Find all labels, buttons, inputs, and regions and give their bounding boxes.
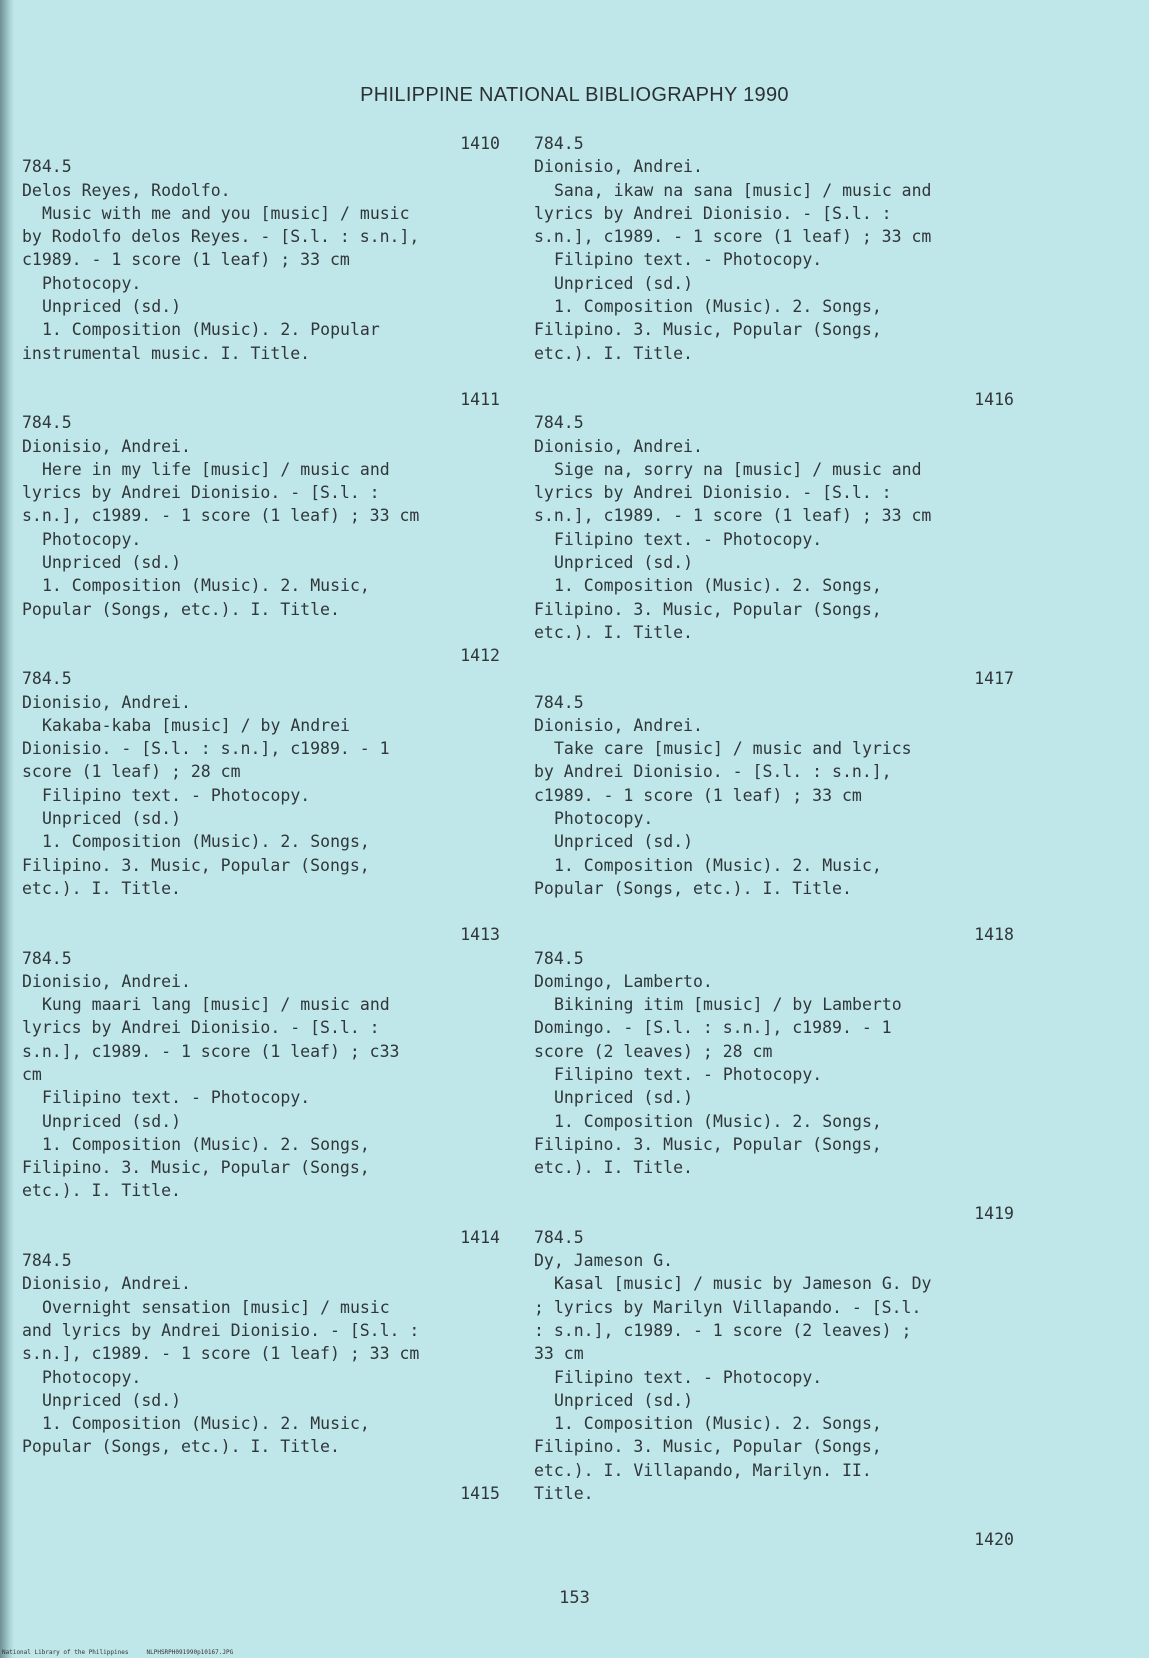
entry-line: Unpriced (sd.) xyxy=(554,1088,694,1108)
entry-number: 1420 xyxy=(974,1530,1014,1550)
entry-line: c1989. - 1 score (1 leaf) ; 33 cm xyxy=(534,785,862,805)
bibliography-entry xyxy=(534,691,1014,901)
entry-line: Unpriced (sd.) xyxy=(554,832,694,852)
entry-line: Filipino text. - Photocopy. xyxy=(42,1088,311,1108)
entry-number: 1413 xyxy=(460,925,500,945)
entry-line: 1. Composition (Music). 2. Music, xyxy=(554,855,882,875)
right-column xyxy=(534,132,1014,1552)
entry-line: Filipino. 3. Music, Popular (Songs, xyxy=(22,855,370,875)
entry-line: 1. Composition (Music). 2. Songs, xyxy=(554,1414,882,1434)
entry-line: 1. Composition (Music). 2. Songs, xyxy=(42,832,370,852)
call-number: 784.5 xyxy=(534,134,584,153)
entry-line: Unpriced (sd.) xyxy=(42,553,182,573)
call-number: 784.5 xyxy=(22,413,72,433)
bibliography-entry xyxy=(22,411,500,621)
entry-line: Unpriced (sd.) xyxy=(42,297,182,317)
entry-line: 1. Composition (Music). 2. Songs, xyxy=(554,1111,882,1131)
call-number: 784.5 xyxy=(22,948,72,968)
call-number: 784.5 xyxy=(534,1227,584,1247)
entry-line: Popular (Songs, etc.). I. Title. xyxy=(22,599,340,619)
call-number: 784.5 xyxy=(22,669,72,689)
entry-line: s.n.], c1989. - 1 score (1 leaf) ; 33 cm xyxy=(534,506,932,526)
entry-line: 33 cm xyxy=(534,1344,584,1364)
entry-line: Sige na, sorry na [music] / music and xyxy=(554,459,922,479)
entry-line: Overnight sensation [music] / music xyxy=(42,1297,390,1317)
entry-line: Filipino. 3. Music, Popular (Songs, xyxy=(22,1158,370,1178)
author-heading: Dionisio, Andrei. xyxy=(534,157,703,177)
entry-line: Bikining itim [music] / by Lamberto xyxy=(554,995,902,1015)
bibliography-entry xyxy=(534,1226,1014,1506)
entry-line: s.n.], c1989. - 1 score (1 leaf) ; 33 cm xyxy=(534,227,932,247)
entry-line: lyrics by Andrei Dionisio. - [S.l. : xyxy=(22,1018,380,1038)
author-heading: Dionisio, Andrei. xyxy=(534,715,703,735)
left-column xyxy=(22,132,500,1505)
author-heading: Dy, Jameson G. xyxy=(534,1251,674,1271)
page-title: PHILIPPINE NATIONAL BIBLIOGRAPHY 1990 xyxy=(360,84,789,106)
entry-line: ; lyrics by Marilyn Villapando. - [S.l. xyxy=(534,1297,922,1317)
author-heading: Dionisio, Andrei. xyxy=(22,971,191,991)
entry-line: Filipino. 3. Music, Popular (Songs, xyxy=(534,1437,882,1457)
scan-edge-shadow xyxy=(0,0,14,1658)
entry-line: Photocopy. xyxy=(42,1367,142,1387)
entry-number: 1412 xyxy=(460,645,500,665)
entry-line: Filipino. 3. Music, Popular (Songs, xyxy=(534,599,882,619)
entry-line: cm xyxy=(22,1064,42,1084)
entry-line: and lyrics by Andrei Dionisio. - [S.l. : xyxy=(22,1320,420,1340)
entry-line: Dionisio. - [S.l. : s.n.], c1989. - 1 xyxy=(22,739,390,759)
entry-line: Filipino text. - Photocopy. xyxy=(554,1064,823,1084)
entry-line: : s.n.], c1989. - 1 score (2 leaves) ; xyxy=(534,1320,912,1340)
entry-line: etc.). I. Title. xyxy=(534,343,693,363)
entry-line: Kung maari lang [music] / music and xyxy=(42,995,390,1015)
entry-line: s.n.], c1989. - 1 score (1 leaf) ; c33 xyxy=(22,1041,400,1061)
entry-line: etc.). I. Title. xyxy=(22,878,181,898)
entry-line: Popular (Songs, etc.). I. Title. xyxy=(534,878,852,898)
entry-line: etc.). I. Title. xyxy=(534,622,693,642)
page-number: 153 xyxy=(559,1588,590,1608)
call-number: 784.5 xyxy=(22,1251,72,1271)
entry-line: Kakaba-kaba [music] / by Andrei xyxy=(42,715,350,735)
call-number: 784.5 xyxy=(534,948,584,968)
entry-line: score (1 leaf) ; 28 cm xyxy=(22,762,241,782)
author-heading: Domingo, Lamberto. xyxy=(534,971,713,991)
call-number: 784.5 xyxy=(534,692,584,712)
entry-number: 1417 xyxy=(974,669,1014,689)
bibliography-entry xyxy=(22,155,500,365)
entry-line: Sana, ikaw na sana [music] / music and xyxy=(554,180,932,200)
entry-line: Photocopy. xyxy=(554,809,654,829)
entry-number: 1418 xyxy=(974,925,1014,945)
entry-line: s.n.], c1989. - 1 score (1 leaf) ; 33 cm xyxy=(22,1344,420,1364)
entry-line: 1. Composition (Music). 2. Songs, xyxy=(42,1134,370,1154)
entry-line: lyrics by Andrei Dionisio. - [S.l. : xyxy=(22,483,380,503)
entry-number: 1414 xyxy=(460,1227,500,1247)
entry-line: etc.). I. Villapando, Marilyn. II. xyxy=(534,1460,872,1480)
entry-line: 1. Composition (Music). 2. Songs, xyxy=(554,576,882,596)
author-heading: Dionisio, Andrei. xyxy=(534,436,703,456)
author-heading: Dionisio, Andrei. xyxy=(22,1274,191,1294)
entry-line: score (2 leaves) ; 28 cm xyxy=(534,1041,773,1061)
bibliography-entry xyxy=(22,947,500,1203)
call-number: 784.5 xyxy=(22,157,72,177)
entry-line: Here in my life [music] / music and xyxy=(42,459,390,479)
entry-line: Music with me and you [music] / music xyxy=(42,203,410,223)
entry-line: 1. Composition (Music). 2. Music, xyxy=(42,576,370,596)
entry-line: 1. Composition (Music). 2. Popular xyxy=(42,320,380,340)
entry-line: Filipino text. - Photocopy. xyxy=(554,1367,823,1387)
entry-line: lyrics by Andrei Dionisio. - [S.l. : xyxy=(534,203,892,223)
entry-line: Take care [music] / music and lyrics xyxy=(554,739,912,759)
entry-line: Photocopy. xyxy=(42,273,142,293)
entry-number: 1415 xyxy=(460,1483,500,1503)
entry-line: Filipino. 3. Music, Popular (Songs, xyxy=(534,1134,882,1154)
entry-line: Unpriced (sd.) xyxy=(554,273,694,293)
entry-line: instrumental music. I. Title. xyxy=(22,343,311,363)
bibliography-entry xyxy=(534,411,1014,644)
entry-line: by Andrei Dionisio. - [S.l. : s.n.], xyxy=(534,762,892,782)
author-heading: Dionisio, Andrei. xyxy=(22,692,191,712)
entry-line: etc.). I. Title. xyxy=(534,1158,693,1178)
entry-number: 1419 xyxy=(974,1204,1014,1224)
entry-line: Filipino text. - Photocopy. xyxy=(554,529,823,549)
entry-number: 1410 xyxy=(460,134,500,153)
entry-line: Filipino. 3. Music, Popular (Songs, xyxy=(534,320,882,340)
entry-line: 1. Composition (Music). 2. Music, xyxy=(42,1414,370,1434)
entry-number: 1411 xyxy=(460,389,500,409)
entry-line: lyrics by Andrei Dionisio. - [S.l. : xyxy=(534,483,892,503)
scan-credit: National Library of the Philippines NLPHSRPH091990p10167.JPG xyxy=(2,1649,234,1656)
entry-line: Unpriced (sd.) xyxy=(554,1390,694,1410)
entry-line: Domingo. - [S.l. : s.n.], c1989. - 1 xyxy=(534,1018,892,1038)
entry-line: c1989. - 1 score (1 leaf) ; 33 cm xyxy=(22,250,350,270)
author-heading: Dionisio, Andrei. xyxy=(22,436,191,456)
bibliography-entry xyxy=(534,947,1014,1180)
entry-line: Unpriced (sd.) xyxy=(42,1111,182,1131)
entry-number: 1416 xyxy=(974,389,1014,409)
entry-line: Unpriced (sd.) xyxy=(554,553,694,573)
bibliography-entry xyxy=(534,132,1014,365)
author-heading: Delos Reyes, Rodolfo. xyxy=(22,180,231,200)
entry-line: Unpriced (sd.) xyxy=(42,1390,182,1410)
bibliography-entry xyxy=(22,1249,500,1459)
entry-line: Unpriced (sd.) xyxy=(42,809,182,829)
entry-line: etc.). I. Title. xyxy=(22,1181,181,1201)
entry-line: s.n.], c1989. - 1 score (1 leaf) ; 33 cm xyxy=(22,506,420,526)
entry-line: Title. xyxy=(534,1484,594,1504)
entry-line: Photocopy. xyxy=(42,529,142,549)
entry-line: Filipino text. - Photocopy. xyxy=(554,250,823,270)
entry-line: Filipino text. - Photocopy. xyxy=(42,785,311,805)
entry-line: 1. Composition (Music). 2. Songs, xyxy=(554,297,882,317)
entry-line: Popular (Songs, etc.). I. Title. xyxy=(22,1437,340,1457)
call-number: 784.5 xyxy=(534,413,584,433)
entry-line: Kasal [music] / music by Jameson G. Dy xyxy=(554,1274,932,1294)
bibliography-entry xyxy=(22,667,500,900)
entry-line: by Rodolfo delos Reyes. - [S.l. : s.n.], xyxy=(22,227,420,247)
